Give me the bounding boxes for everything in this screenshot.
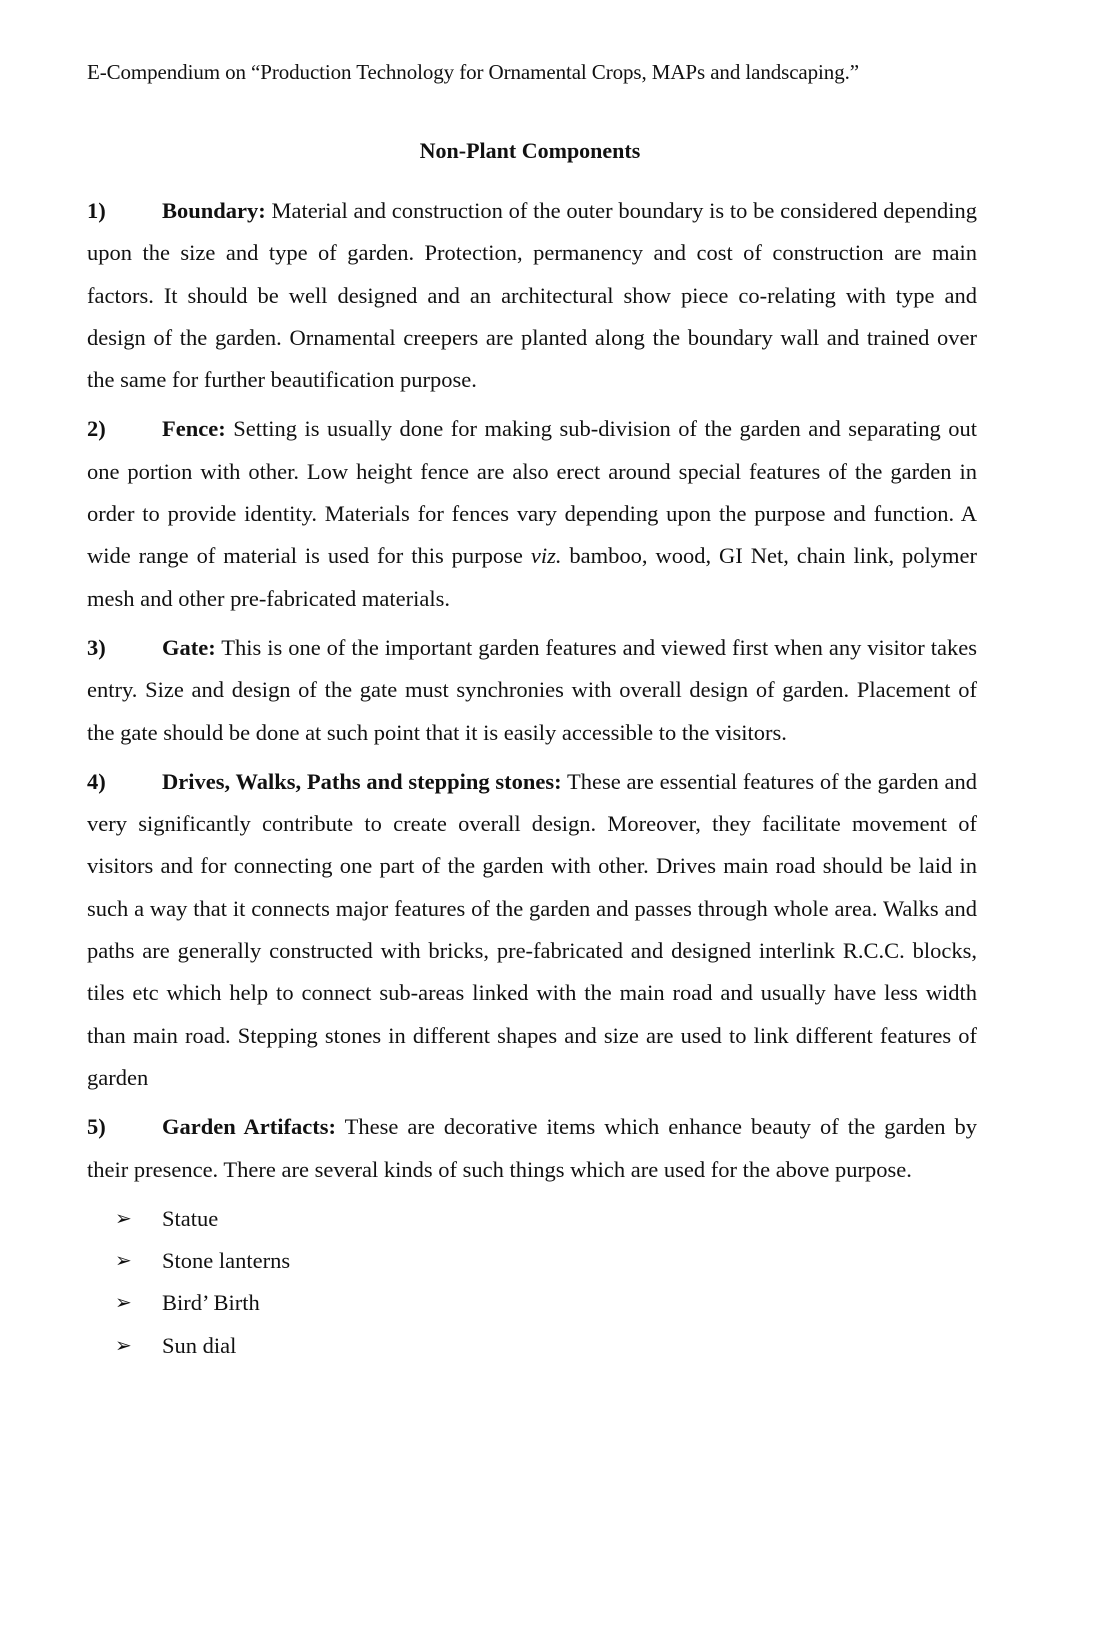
item-number: 3) xyxy=(87,634,106,660)
section-heading: Non-Plant Components xyxy=(419,138,641,163)
item-number: 1) xyxy=(87,198,106,223)
item-text: Setting is usually done for making sub-division of the garden and separating out one portion with other. Low height fence are also erect around special features of the garden in order to provide identity. Materials for fences vary depending upon the purpose and function. A wide range of material is used for this purpose xyxy=(87,416,977,569)
item-text: bamboo, wood, GI Net, chain link, polymer mesh and other pre-fabricated materials. xyxy=(87,543,977,611)
list-item-label: Sun dial xyxy=(162,1332,237,1358)
item-text: These are essential features of the garden and very significantly contribute to create overall design. Moreover, they facilitate movement of visitors and for connecting one part of the garden with other. Drives main road should be laid in such a way that it connects major features of the garden and passes through whole area. Walks and paths are generally constructed with bricks, pre-fabricated and designed interlink R.C.C. blocks, tiles etc which help to connect sub-areas linked with the main road and usually have less width than main road. Stepping stones in different shapes and size are used to link different features of garden xyxy=(87,768,977,1090)
arrow-bullet-icon: ➢ xyxy=(115,1207,132,1230)
running-header: E-Compendium on “Production Technology for Ornamental Crops, MAPs and landscaping.” xyxy=(87,60,859,84)
item-text-italic: viz. xyxy=(530,543,562,569)
list-item xyxy=(87,1240,977,1282)
item-term: Boundary: xyxy=(162,198,266,223)
arrow-bullet-icon: ➢ xyxy=(115,1334,132,1357)
item-term: Fence: xyxy=(162,416,226,442)
list-item xyxy=(87,1325,977,1367)
list-item-label: Stone lanterns xyxy=(162,1248,291,1274)
item-text: These are decorative items which enhance beauty of the garden by their presence. There are several kinds of such things which are used for the above purpose. xyxy=(87,1114,977,1182)
artifact-list xyxy=(87,1198,977,1367)
list-item xyxy=(87,1282,977,1324)
paragraph-fence xyxy=(87,408,977,619)
list-item-label: Bird’ Birth xyxy=(162,1290,260,1316)
paragraph-boundary xyxy=(87,190,977,401)
list-item xyxy=(87,1198,977,1240)
arrow-bullet-icon: ➢ xyxy=(115,1292,132,1315)
document-body xyxy=(87,190,977,1367)
arrow-bullet-icon: ➢ xyxy=(115,1250,132,1273)
item-number: 2) xyxy=(87,416,106,442)
item-term: Drives, Walks, Paths and stepping stones: xyxy=(162,768,562,794)
list-item-label: Statue xyxy=(162,1205,219,1231)
item-term: Garden Artifacts: xyxy=(162,1114,336,1140)
paragraph-drives xyxy=(87,761,977,1099)
item-term: Gate: xyxy=(162,634,216,660)
paragraph-gate xyxy=(87,627,977,754)
item-number: 5) xyxy=(87,1114,106,1140)
item-number: 4) xyxy=(87,768,106,794)
item-text: Material and construction of the outer boundary is to be considered depending upon the size and type of garden. Protection, permanency and cost of construction are main factors. It should be well designed and an architectural show piece co-relating with type and design of the garden. Ornamental creepers are planted along the boundary wall and trained over the same for further beautification purpose. xyxy=(87,198,977,393)
paragraph-artifacts xyxy=(87,1106,977,1191)
item-text: This is one of the important garden features and viewed first when any visitor takes entry. Size and design of the gate must synchronies with overall design of garden. Placement of the gate should be done at such point that it is easily accessible to the visitors. xyxy=(87,634,977,745)
